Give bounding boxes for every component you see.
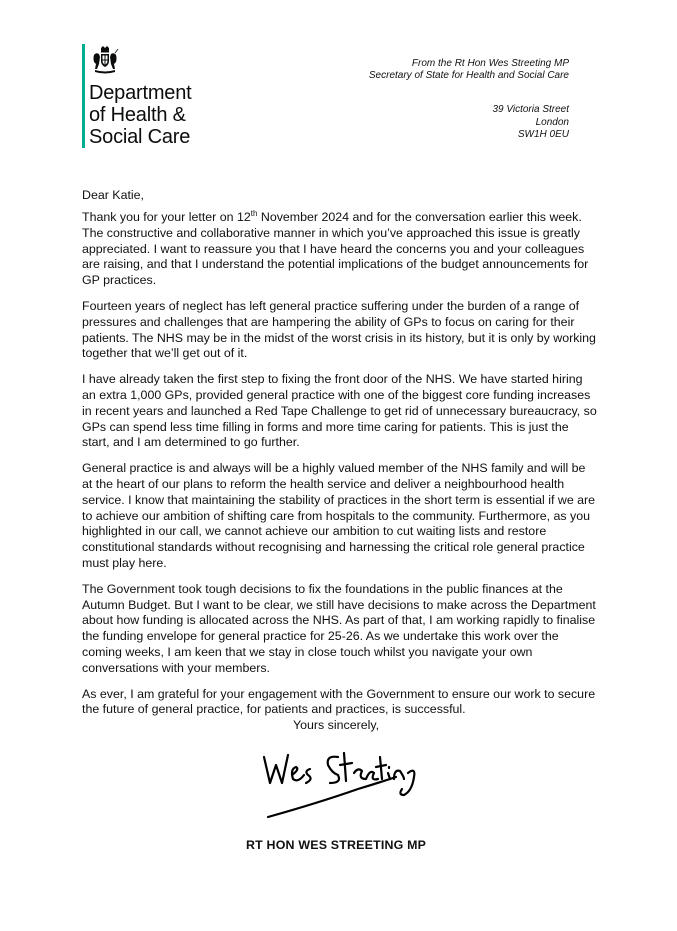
paragraph-4: General practice is and always will be a highly valued member of the NHS family and will be at the heart of our plans to reform the health service and deliver a neighbourhood health service. I know that maintaining the stability of practices in the short term is essential if we are to achieve our ambition of shifting care from hospitals to the community. Furthermore, as you highlighted in our call, we cannot achieve our ambition to cut waiting lists and restore constitutional standards without recognising and harnessing the critical role general practice must play here. <box>82 461 596 570</box>
paragraph-6: As ever, I am grateful for your engagement with the Government to ensure our work to secure the future of general practice, for patients and practices, is successful. <box>82 686 596 717</box>
sender-block <box>369 58 569 82</box>
department-name <box>89 82 192 148</box>
signatory-name: RT HON WES STREETING MP <box>246 838 427 852</box>
paragraph-3: I have already taken the first step to fixing the front door of the NHS. We have started hiring an extra 1,000 GPs, provided general practice with one of the biggest core funding increases in recent years and launched a Red Tape Challenge to get rid of unnecessary bureaucracy, so GPs can spend less time filling in forms and more time caring for patients. This is just the start, and I am determined to go further. <box>82 372 597 450</box>
department-accent-bar <box>82 44 85 148</box>
department-name-line: Social Care <box>89 126 191 148</box>
department-name-line: of Health & <box>89 104 186 126</box>
closing: Yours sincerely, <box>293 718 380 732</box>
paragraph-5: The Government took tough decisions to fix the foundations in the public finances at the Autumn Budget. But I want to be clear, we still have decisions to make across the Department about how funding is allocated across the NHS. As part of that, I am working rapidly to finalise the funding envelope for general practice for 25-26. As we undertake this work over the coming weeks, I am keen that we stay in close touch whilst you navigate your own conversations with your members. <box>82 581 596 675</box>
address-city: London <box>535 116 569 128</box>
handwritten-signature <box>258 743 418 825</box>
letter-body <box>82 210 598 728</box>
paragraph-2: Fourteen years of neglect has left general practice suffering under the burden of a range of pressures and challenges that are hampering the ability of GPs to focus on caring for their patients. The NHS may be in the midst of the worst crisis in its history, but it is only by working together that we’ll get out of it. <box>82 298 596 361</box>
address-postcode: SW1H 0EU <box>517 129 569 140</box>
department-name-line: Department <box>89 82 192 104</box>
address-street: 39 Victoria Street <box>492 104 569 115</box>
royal-coat-of-arms-icon <box>90 44 120 74</box>
address-block <box>492 104 569 142</box>
sender-name: From the Rt Hon Wes Streeting MP <box>411 58 569 69</box>
sender-title: Secretary of State for Health and Social Care <box>368 70 569 81</box>
paragraph-1: Thank you for your letter on 12th November 2024 and for the conversation earlier this week. The constructive and collaborative manner in which you’ve approached this issue is greatly appreciated. I want to reassure you that I have heard the concerns you and your colleagues are raising, and that I understand the potential implications of the budget announcements for GP practices. <box>82 208 589 288</box>
salutation: Dear Katie, <box>82 188 144 202</box>
